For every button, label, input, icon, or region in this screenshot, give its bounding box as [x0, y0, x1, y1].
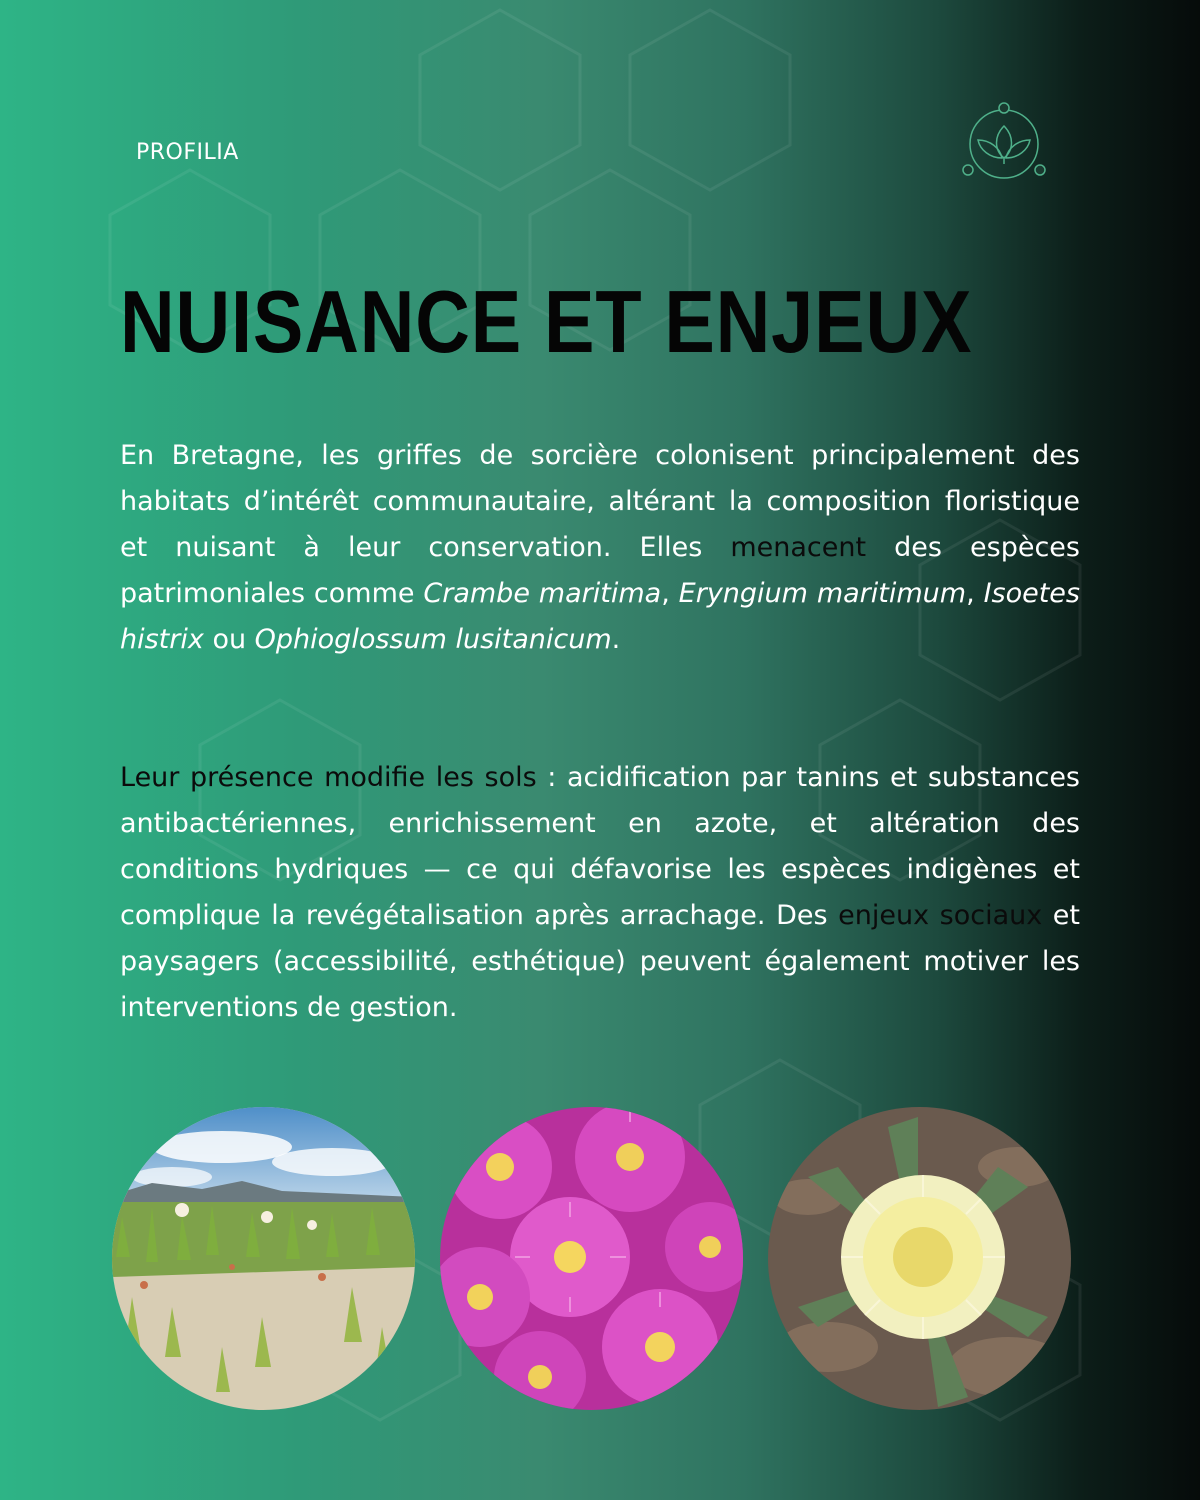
brand-name: PROFILIA: [136, 140, 239, 165]
highlight-menacent: menacent: [730, 532, 867, 563]
leaf-circle-logo-icon: [956, 100, 1052, 184]
text-segment: .: [611, 624, 621, 655]
text-segment: et paysagers (accessibilité, esthétique) peuvent également motiver les interventions de gestion.: [120, 900, 1080, 1023]
page-title: NUISANCE ET ENJEUX: [120, 272, 973, 371]
text-segment: : acidification par tanins et substances antibactériennes, enrichissement en azote, et altération des conditions hydriques — ce qui défavorise les espèces indigènes et complique la revégétalisation après arrachage. Des: [120, 762, 1080, 931]
species-isoetes: Isoetes histrix: [120, 578, 1080, 655]
text-segment: des espèces patrimoniales comme: [120, 532, 1080, 609]
yellow-flower-photo: [768, 1107, 1071, 1410]
text-segment: ,: [661, 578, 679, 609]
paragraph-threats: [120, 433, 1080, 663]
text-segment: ou: [203, 624, 255, 655]
species-ophioglossum: Ophioglossum lusitanicum: [254, 624, 612, 655]
highlight-social: enjeux sociaux: [838, 900, 1043, 931]
highlight-soil: Leur présence modifie les sols: [120, 762, 537, 793]
dune-ice-plant-photo: [112, 1107, 415, 1410]
species-crambe: Crambe maritima: [423, 578, 662, 609]
paragraph-soil-impacts: [120, 755, 1080, 1031]
text-segment: ,: [966, 578, 984, 609]
text-segment: En Bretagne, les griffes de sorcière colonisent principalement des habitats d’intérêt communautaire, altérant la composition floristique et nuisant à leur conservation. Elles: [120, 440, 1080, 563]
pink-flowers-photo: [440, 1107, 743, 1410]
species-eryngium: Eryngium maritimum: [678, 578, 967, 609]
